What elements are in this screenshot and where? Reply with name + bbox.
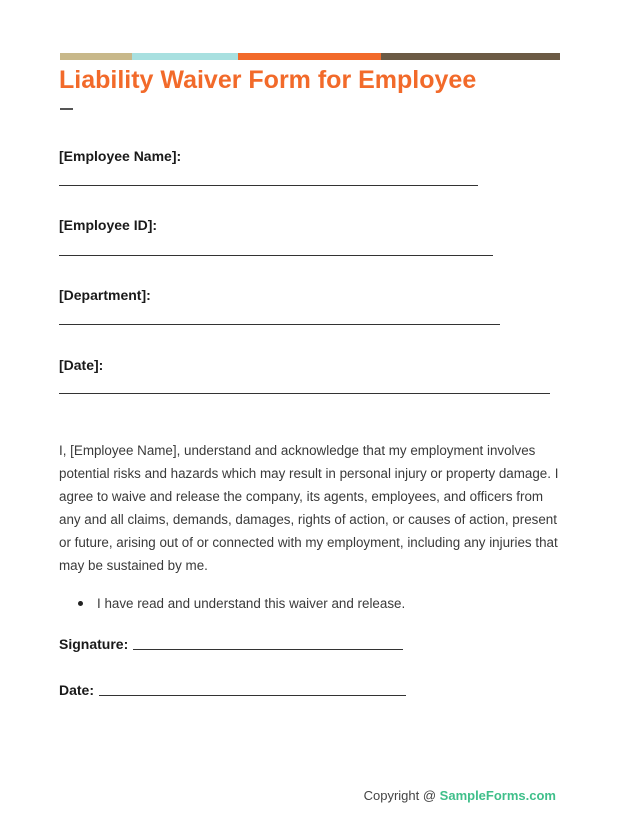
footer [364,788,556,803]
signature-label: Signature: [59,636,129,652]
employee-name-label: [Employee Name]: [59,148,182,164]
color-bar-segment-tan [60,53,132,60]
color-bar-segment-teal [132,53,238,60]
signature-row [59,636,403,652]
signature-line[interactable] [133,649,403,650]
date-signature-line[interactable] [99,695,406,696]
header-color-bar [60,53,560,60]
copyright-text: Copyright @ [363,788,437,803]
title-underline [60,108,73,110]
page-title: Liability Waiver Form for Employee [59,66,477,94]
department-line[interactable] [59,324,500,325]
date-label: Date: [59,682,95,698]
acknowledgement-item [78,596,405,611]
employee-id-label: [Employee ID]: [59,217,158,233]
date-signature-row [59,682,406,698]
date-field-label: [Date]: [59,357,104,373]
color-bar-segment-orange [238,53,381,60]
color-bar-segment-brown [381,53,560,60]
date-field-line[interactable] [59,393,550,394]
bullet-icon [78,601,83,606]
department-label: [Department]: [59,287,151,303]
waiver-paragraph: I, [Employee Name], understand and acknowledge that my employment involves potential risks and hazards which may result in personal injury or property damage. I agree to waive and release the company, its agents, employees, and officers from any and all claims, demands, damages, rights of action, or causes of action, present or future, arising out of or connected with my employment, including any injuries that may be sustained by me. [59,443,559,573]
employee-name-line[interactable] [59,185,478,186]
employee-id-line[interactable] [59,255,493,256]
brand-link[interactable]: SampleForms.com [439,788,556,803]
acknowledgement-text: I have read and understand this waiver and release. [97,596,406,611]
